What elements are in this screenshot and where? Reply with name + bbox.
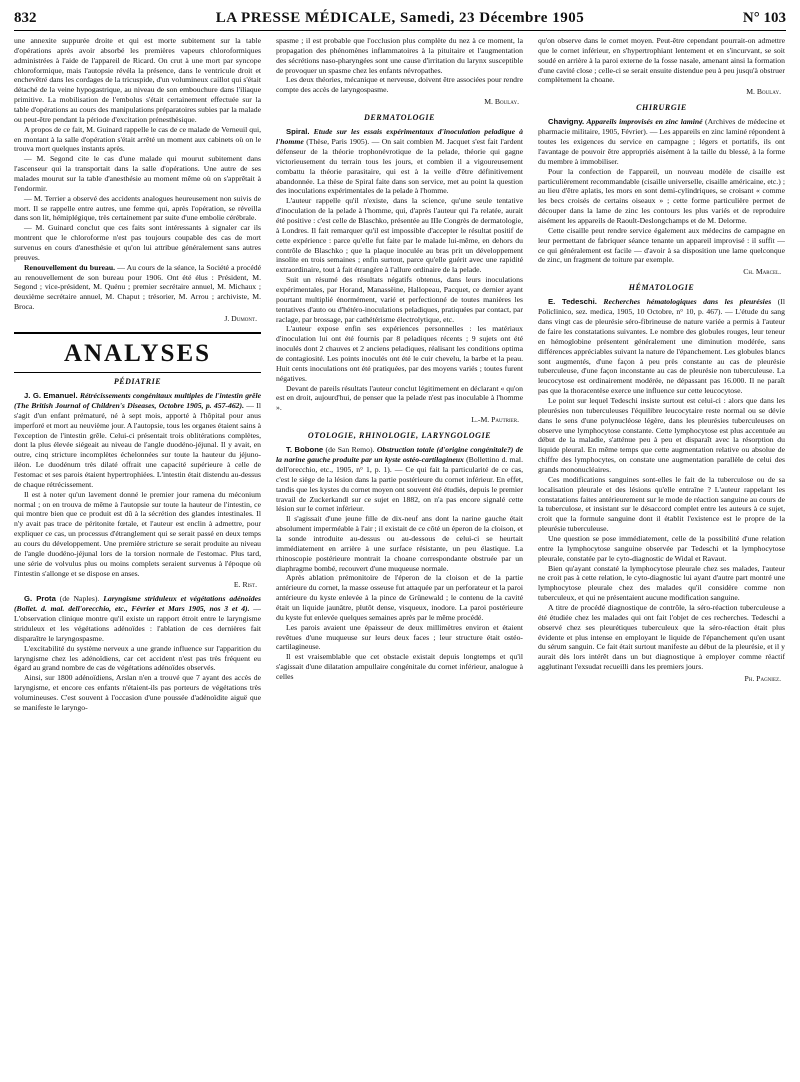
paragraph: Le point sur lequel Tedeschi insiste surtout est celui-ci : alors que dans les pleurésies non tuberculeuses l'équilibre leucocytaire reste normal ou se dévie dans le sens d'une polynucléose légère, dans les pleurésies tuberculeuses on observe une lymphocytose constante. Cette lymphocytose est plus accentuée au début de la maladie, s'atténue peu à peu et disparaît avec la résorption du liquide pleural. En même temps que cette augmentation relative ou absolue de chiffre des lymphocytes, on constate une augmentation parallèle de celui des grands mononucléaires. bbox=[538, 395, 785, 474]
signature: E. Rist. bbox=[233, 580, 257, 590]
article-title: Laryngisme striduleux et végétations adénoïdes (Bollet. d. mal. dell'orecchio, etc., Février et Mars 1905, nos 3 et 4). bbox=[14, 594, 261, 614]
article-title: Etude sur les essais expérimentaux d'inoculation peladique à l'homme bbox=[276, 127, 523, 147]
article-title: Appareils improvisés en zinc laminé bbox=[584, 117, 703, 127]
paragraph: T. Bobone (de San Remo). Obstruction totale (d'origine congénitale?) de la narine gauche produite par un kyste ostéo-cartilagineux (Bollettino d. mal. dell'orecchio, etc., 1905, n° 1, p. 1). — Ce qui fait la particularité de ce cas, c'est le siège de la lésion dans la partie postérieure du cornet inférieur. En effet, tandis que les kystes du cornet moyen ont souvent été étudiés, depuis le premier travail de Zuckerkandl sur ce sujet en 1882, on n'a pas encore signalé cette lésion sur le cornet inférieur. bbox=[276, 445, 523, 514]
paragraph: J. G. Emanuel. Rétrécissements congénitaux multiples de l'intestin grêle (The British Journal of Children's Diseases, Octobre 1905, p. 457-462). — Il s'agit d'un enfant prématuré, né à sept mois, apporté à l'hôpital pour anus imperforé et mort au neuvième jour. A l'autopsie, tous les organes étaient sains à l'exception de l'intestin grêle. Celui-ci présentait trois oblitérations complètes, dont la plus élevée siégeait au niveau de l'angle duodéno-jéjunal. Il y avait, en outre, cinq stricture incomplètes échelonnées sur toute la hauteur du jéjuno-iléon. Le duodénum très dilaté offrait une capacité supérieure à celle de l'estomac et ses parois étaient hypertrophiées. L'intestin était distendu au-dessus de chaque rétrécissement. bbox=[14, 391, 261, 489]
paragraph: Ces modifications sanguines sont-elles le fait de la tuberculose ou de sa localisation pleurale et des lésions qu'elle entraîne ? L'auteur rappelant les constatations faites antérieurement sur le mode de réaction sanguine au cours de la tuberculose, et insistant sur le désaccord complet entre les auteurs à ce sujet, croit que la formule sanguine dont il établit l'existence est le propre de la pleurésie tuberculeuse. bbox=[538, 474, 785, 534]
paragraph: Devant de pareils résultats l'auteur conclut légitimement en déclarant « qu'on est en droit, aujourd'hui, de penser que la pelade n'est pas inoculable à l'homme ». bbox=[276, 383, 523, 413]
paragraph: Il s'agissait d'une jeune fille de dix-neuf ans dont la narine gauche était absolument imperméable à l'air ; il existait de ce côté un éperon de la cloison, et la sonde introduite au-dessus ou au-dessous de celui-ci se heurtait immédiatement en arrière à une surface résistante, un peu élastique. La rhinoscopie postérieure montrait la choane correspondante obstruée par un diaphragme bombé, recouvert d'une muqueuse normale. bbox=[276, 514, 523, 573]
section-lead: Renouvellement du bureau. bbox=[24, 262, 116, 272]
column-2 bbox=[276, 36, 523, 682]
paragraph: L'excitabilité du système nerveux a une grande influence sur l'apparition du laryngisme chez les adénoïdiens, car cet accident n'est pas très fréquent eu égard au grand nombre de cas de végétations adénoïdes observés. bbox=[14, 643, 261, 673]
author: Chavigny. bbox=[548, 117, 585, 127]
subsection-heading: HÉMATOLOGIE bbox=[628, 283, 695, 293]
paragraph: une annexite suppurée droite et qui est morte subitement sur la table d'opérations après avoir absorbé les premières vapeurs chloroformiques administrées à l'aide de l'appareil de Ricard. On crut à une mort par syncope chloroformique, mais l'autopsie révéla la présence, dans le ventricule droit et enchevêtré dans les cordages de la tricuspide, d'un volumineux caillot qui s'était détaché de la veine hypogastrique, au niveau de son embouchure dans l'iliaque primitive. La mobilisation de l'embolus s'était certainement effectuée sur la table d'opérations au cours des manipulations préparatoires subies par la malade ou peut-être pendant la période d'excitation prénesthésique. bbox=[14, 36, 261, 124]
paragraph: Chavigny. Appareils improvisés en zinc laminé (Archives de médecine et pharmacie militaire, 1905, Février). — Les appareils en zinc laminé répondent à toutes les exigences du service en campagne ; légers et portatifs, ils ont l'avantage de pouvoir être appropriés aisément à la taille du blessé, à la forme du membre à immobiliser. bbox=[538, 117, 785, 166]
paragraph: Les parois avaient une épaisseur de deux millimètres environ et étaient revêtues d'une muqueuse sur leurs deux faces ; leur structure était ostéo-cartilagineuse. bbox=[276, 622, 523, 652]
paragraph: — M. Terrier a observé des accidents analogues heureusement non suivis de mort. Il se rappelle entre autres, une femme qui, après l'opération, se réveilla dans son lit, hémiplégique, très certainement par suite d'une embolie cérébrale. bbox=[14, 193, 261, 223]
section-heading-analyses: ANALYSES bbox=[14, 332, 261, 373]
article-title: Recherches hématologiques dans les pleurésies bbox=[596, 297, 772, 307]
paragraph: Pour la confection de l'appareil, un nouveau modèle de cisaille est particulièrement recommandable (cisaille universelle, cisaille américaine, etc.) ; au lieu d'être aplatis, les mors en sont demi-cylindriques, se croisant « comme les becs croisés de certains oiseaux » ; cette forme particulière permet de découper dans la lame de zinc les contours les plus variés et de reproduire aisément les appareils de Raoult-Deslongchamps et de M. Delorme. bbox=[538, 166, 785, 225]
subsection-heading: DERMATOLOGIE bbox=[363, 113, 436, 123]
signature: M. Boulay. bbox=[484, 97, 519, 107]
signature: J. Dumont. bbox=[224, 314, 257, 324]
author: T. Bobone bbox=[286, 445, 324, 455]
author: G. Prota bbox=[24, 594, 56, 604]
paragraph: L'auteur expose enfin ses expériences personnelles : les matériaux d'inoculation lui ont été fournis par 8 peladiques récents ; 9 sujets ont été inoculés dont 2 chauves et 2 anciens peladiques, réalisant les conditions optima de contagiosité. Les points inoculés ont été le cuir chevelu, la barbe et la peau. Huit cents inoculations ont été pratiquées, par des moyens variés ; toutes furent négatives. bbox=[276, 324, 523, 383]
subsection-heading: PÉDIATRIE bbox=[113, 376, 162, 386]
paragraph: qu'on observe dans le cornet moyen. Peut-être cependant pourrait-on admettre que le cornet inférieur, en s'hypertrophiant lentement et en s'incurvant, se soit soudé en arrière à la paroi externe de la fosse nasale, amenant ainsi la formation d'une cavité close ; celle-ci se serait ensuite distendue peu à peu jusqu'à obstruer complètement la choane. bbox=[538, 36, 785, 85]
paragraph: spasme ; il est probable que l'occlusion plus complète du nez à ce moment, la propagation des phénomènes inflammatoires à la pituitaire et l'augmentation des sécrétions naso-pharyngées sont une cause d'irritation du larynx susceptible de provoquer un spasme chez les enfants névropathes. bbox=[276, 36, 523, 75]
paragraph: Une question se pose immédiatement, celle de la possibilité d'une relation entre la lymphocytose sanguine observée par Tedeschi et la lymphocytose pleurale, constatée par le cyto-diagnostic de Widal et Ravaut. bbox=[538, 534, 785, 563]
paragraph: Cette cisaille peut rendre service également aux médecins de campagne en leur permettant de fabriquer séance tenante un appareil improvisé : il suffit — ce qui généralement est facile — d'avoir à sa disposition une lame quelconque de zinc, un fragment de toiture par exemple. bbox=[538, 225, 785, 265]
paragraph: Spiral. Etude sur les essais expérimentaux d'inoculation peladique à l'homme (Thèse, Paris 1905). — On sait combien M. Jacquet s'est fait l'ardent défenseur de la théorie trophonévrotique de la pelade, théorie qui gagne victorieusement du terrain tous les jours, et combien il a vigoureusement combattu la théorie parasitaire, qui est à la veille d'être définitivement abandonnée. La thèse de Spiral faite dans son service, met au point la question des inoculations expérimentales de la pelade à l'homme. bbox=[276, 127, 523, 196]
paragraph: Suit un résumé des résultats négatifs obtenus, dans leurs inoculations expérimentales, par Horand, Manassëine, Hallopeau, Pacquet, ce dernier ayant pourtant multiplié énormément, varié et perfectionné de toutes manières les tentatives d'auto ou d'hétéro-inoculations peladiques, pratiquées par contact, par raclage, par brossage, par cathétérisme électrolytique, etc. bbox=[276, 275, 523, 324]
paragraph: Après ablation prémonitoire de l'éperon de la cloison et de la partie antérieure du cornet, la masse osseuse fut attaquée par un perforateur et la paroi antérieure du kyste enlevée à la pince de Grünewald ; le contenu de la cavité était un liquide jaunâtre, plutôt dense, visqueux, inodore. La paroi postérieure du kyste fut enlevée quelques semaines après par le même procédé. bbox=[276, 573, 523, 622]
article-title: Rétrécissements congénitaux multiples de l'intestin grêle (The British Journal of Children's Diseases, Octobre 1905, p. 457-462). bbox=[14, 391, 261, 411]
paragraph: A propos de ce fait, M. Guinard rappelle le cas de ce malade de Verneuil qui, en montant à la salle d'opération s'était arrêté un moment aux cabinets où on le trouva mort quelques instants après. bbox=[14, 124, 261, 154]
article-title: Obstruction totale (d'origine congénitale?) de la narine gauche produite par un kyste ostéo-cartilagineux bbox=[276, 445, 523, 465]
issue-number: N° 103 bbox=[742, 10, 786, 26]
paragraph: Les deux théories, mécanique et nerveuse, doivent être associées pour rendre compte des accès de laryngospasme. bbox=[276, 75, 523, 95]
page-number: 832 bbox=[14, 10, 37, 26]
paragraph: Il est vraisemblable que cet obstacle existait depuis longtemps et qu'il s'agissait d'une dilatation ampullaire congénitale du cornet inférieur, analogue à celles bbox=[276, 652, 523, 682]
paragraph: Renouvellement du bureau. — Au cours de la séance, la Société a procédé au renouvellement de son bureau pour 1906. Ont été élus : Président, M. Segond ; vice-président, M. Quénu ; premier secrétaire annuel, M. Michaux ; deuxième secrétaire annuel, M. Chaput ; trésorier, M. Arrou ; archiviste, M. Broca. bbox=[14, 262, 261, 312]
paragraph: E. Tedeschi. Recherches hématologiques dans les pleurésies (Il Policlinico, sez. medica, 1905, 10 Octobre, n° 10, p. 467). — L'étude du sang dans vingt cas de pleurésie séro-fibrineuse de nature variée a permis à l'auteur de faire les constatations suivantes. Le nombre des globules rouges, leur teneur en hémoglobine présentent généralement une diminution modérée, sans différences appréciables suivant la nature de l'épanchement. Les globules blancs sont augmentés, d'une façon à peu près constante au cas de pleurésie tuberculeuse, d'une façon inconstante au cas de pleurésie non tuberculeuse. La leucocytose est ordinairement modérée, ne dépassant pas 16.000. Il ne paraît pas que la thoracentèse exerce une influence sur cette leucocytose. bbox=[538, 297, 785, 396]
author: E. Tedeschi. bbox=[548, 297, 597, 307]
author: J. G. Emanuel. bbox=[24, 391, 78, 401]
signature: Ch. Marcel. bbox=[743, 267, 781, 277]
paragraph: — M. Guinard conclut que ces faits sont intéressants à signaler car ils montrent que le chloroforme n'est pas toujours coupable des cas de mort survenus en cours d'anesthésie et qu'on lui attribue généralement sans autres preuves. bbox=[14, 223, 261, 262]
page-header bbox=[14, 8, 786, 31]
paragraph: Ainsi, sur 1800 adénoïdiens, Arslan n'en a trouvé que 7 ayant des accès de laryngisme, et encore ces enfants n'étaient-ils pas porteurs de végétations très volumineuses. C'est souvent à l'occasion d'une poussée d'adénoïdite aiguë que se manifeste le laryngo- bbox=[14, 673, 261, 712]
column-3 bbox=[538, 36, 785, 688]
paragraph: A titre de procédé diagnostique de contrôle, la séro-réaction tuberculeuse a été étudiée chez les malades qui ont fait l'objet de ces recherches. Tedeschi a observé chez ses pleurétiques tuberculeux que la séro-réaction était plus évidente et plus intense en employant le liquide de l'épanchement qu'en usant du sérum sanguin. Ce fait était surtout manifeste au début de la pleurésie, et il y aurait dès lors intérêt dans un but diagnostique à employer comme réactif agglutinant l'exsudat recueilli dans les premiers jours. bbox=[538, 603, 785, 672]
subsection-heading: OTOLOGIE, RHINOLOGIE, LARYNGOLOGIE bbox=[307, 431, 492, 441]
paragraph: Bien qu'ayant constaté la lymphocytose pleurale chez ses malades, l'auteur ne croit pas à cette relation, le cyto-diagnostic lui ayant d'autre part montré une lymphocytose pleurale chez des malades qu'il considère comme non tuberculeux, et qui ne présentaient aucune modification sanguine. bbox=[538, 563, 785, 603]
paragraph: L'auteur rappelle qu'il n'existe, dans la science, qu'une seule tentative d'inoculation de la pelade à l'homme, qui, d'après l'auteur qui l'a relatée, aurait été positive : c'est celle de Blaschko, présentée au IIIe Congrès de dermatologie, à Londres. Il fait remarquer qu'il est impossible d'accepter le résultat positif de cette expérience : parce qu'elle fut faite par le malade lui-même, en dehors du contrôle de Blaschko ; que la plaque inoculée au bras prit un développement insolite en trois semaines ; enfin surtout, parce qu'elle guérit avec une rapidité extraordinaire, tout à fait étrangère à l'allure ordinaire de la pelade. bbox=[276, 196, 523, 275]
column-1 bbox=[14, 36, 261, 713]
journal-title: LA PRESSE MÉDICALE, Samedi, 23 Décembre 1905 bbox=[215, 10, 585, 26]
signature: L.-M. Pautrier. bbox=[471, 415, 519, 425]
paragraph: G. Prota (de Naples). Laryngisme striduleux et végétations adénoïdes (Bollet. d. mal. dell'orecchio, etc., Février et Mars 1905, nos 3 et 4). — L'observation clinique montre qu'il existe un rapport étroit entre le laryngisme striduleux et les végétations adénoïdes : l'ablation de ces dernières fait disparaître le laryngospasme. bbox=[14, 594, 261, 643]
paragraph: Il est à noter qu'un lavement donné le premier jour ramena du méconium normal ; on en trouva de même à l'autopsie sur toute la hauteur de l'intestin, ce qui montre bien que ce produit est dû à la sécrétion des glandes intestinales. Il n'y avait pas trace de péritonite fœtale, et l'auteur est enclin à admettre, pour expliquer ce cas, un processus d'étranglement qui se serait passé en deux temps au cours du développement. Une première stricture se serait produite au niveau de l'angle duodéno-jéjunal lors de la torsion normale de l'estomac. Plus tard, une série de volvulus plus ou moins complets seraient survenus à l'époque où l'intestin s'allonge et se dispose en anses. bbox=[14, 489, 261, 578]
paragraph: — M. Segond cite le cas d'une malade qui mourut subitement dans l'ascenseur qui la transportait dans la salle d'opérations. Une autre de ses malades mourut sur la table d'anesthésie au moment même où on s'apprêtait à l'endormir. bbox=[14, 154, 261, 193]
signature: Ph. Pagniez. bbox=[744, 674, 781, 684]
author: Spiral. bbox=[286, 127, 310, 137]
signature: M. Boulay. bbox=[746, 87, 781, 97]
subsection-heading: CHIRURGIE bbox=[636, 103, 687, 113]
